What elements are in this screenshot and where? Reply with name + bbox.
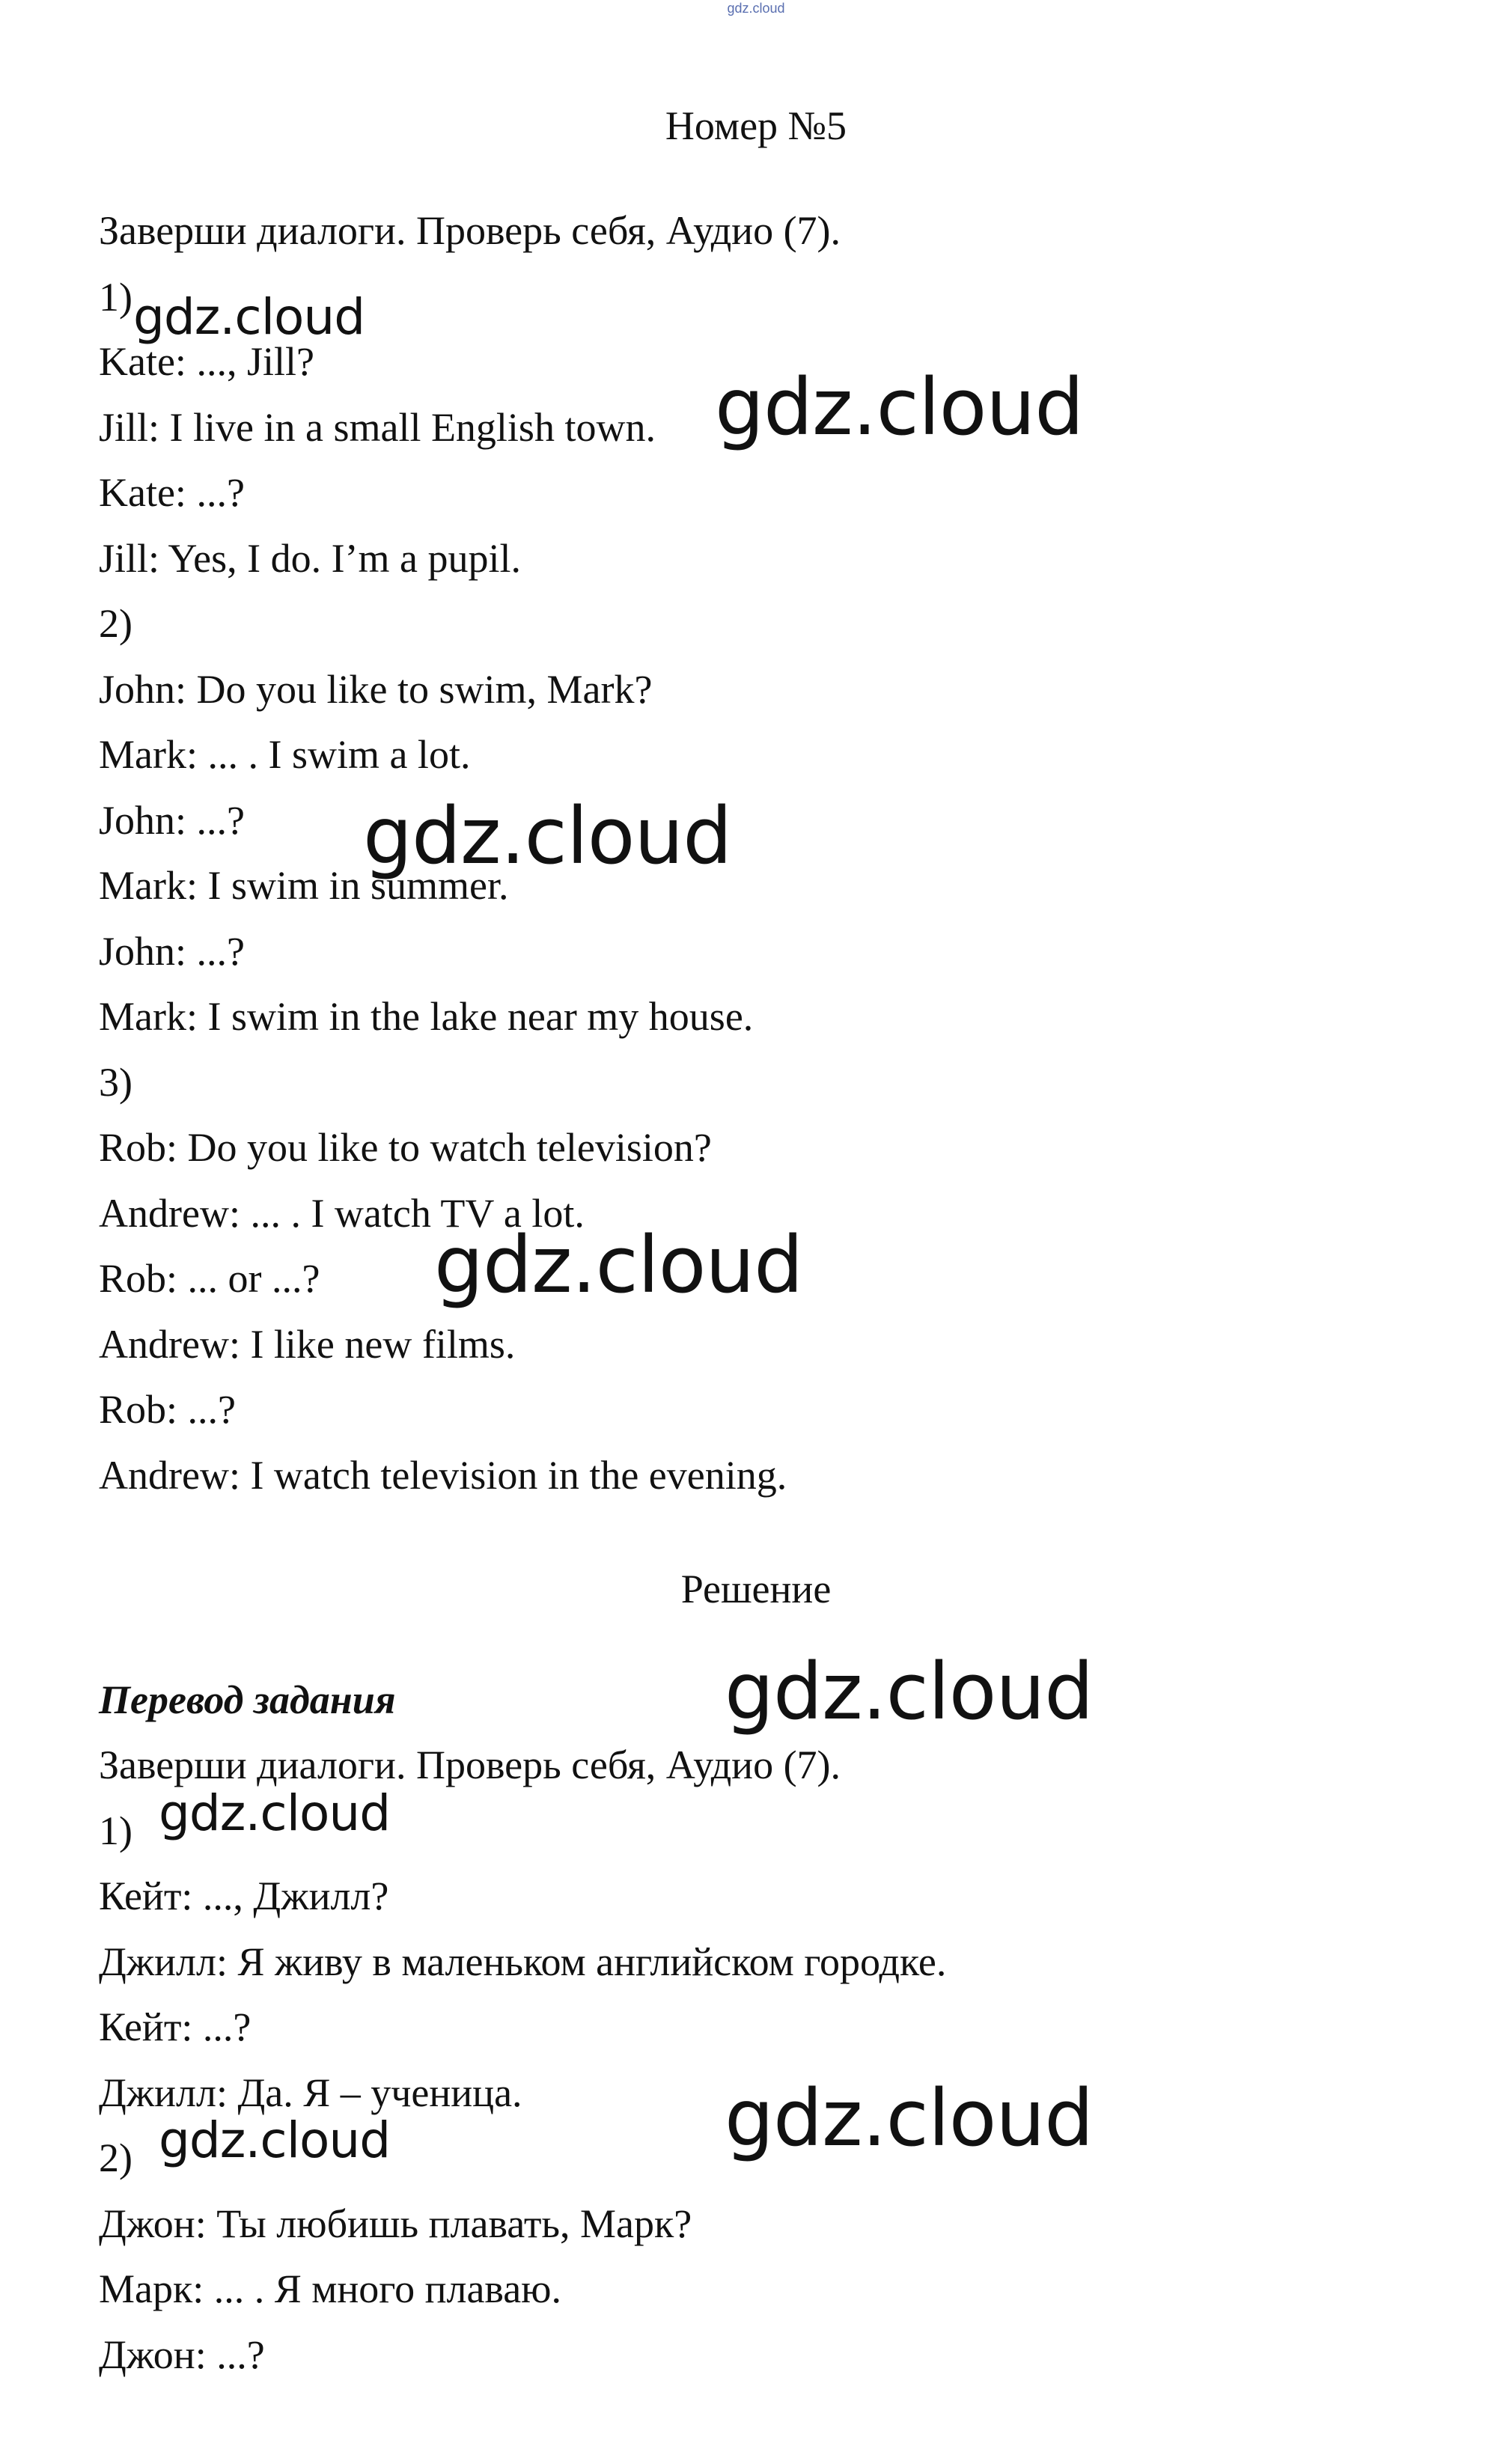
- watermark: gdz.cloud: [715, 362, 1084, 453]
- dialogue-line: Kate: ...?: [99, 470, 245, 515]
- dialogue-line: Andrew: I like new films.: [99, 1322, 516, 1367]
- dialogue-line: Кейт: ..., Джилл?: [99, 1873, 389, 1918]
- dialogue-line: Rob: ... or ...?: [99, 1256, 320, 1301]
- watermark: gdz.cloud: [159, 1784, 391, 1842]
- dialogue-number: 1): [99, 1808, 132, 1853]
- dialogue-line: Джон: ...?: [99, 2332, 265, 2377]
- dialogue-number: 2): [99, 2135, 132, 2180]
- dialogue-line: Mark: ... . I swim a lot.: [99, 732, 471, 777]
- dialogue-line: Andrew: I watch television in the evening.: [99, 1453, 787, 1498]
- dialogue-line: John: Do you like to swim, Mark?: [99, 667, 653, 712]
- page-title: Номер №5: [665, 103, 847, 148]
- dialogue-line: Jill: I live in a small English town.: [99, 405, 656, 450]
- dialogue-line: Марк: ... . Я много плаваю.: [99, 2266, 562, 2311]
- dialogue-line: Кейт: ...?: [99, 2004, 252, 2049]
- dialogue-line: Mark: I swim in the lake near my house.: [99, 994, 754, 1039]
- watermark: gdz.cloud: [725, 1646, 1094, 1737]
- dialogue-line: Andrew: ... . I watch TV a lot.: [99, 1191, 585, 1236]
- dialogue-line: Джон: Ты любишь плавать, Марк?: [99, 2201, 692, 2246]
- watermark: gdz.cloud: [434, 1219, 803, 1311]
- dialogue-line: Rob: Do you like to watch television?: [99, 1125, 712, 1170]
- watermark: gdz.cloud: [363, 790, 732, 882]
- dialogue-line: John: ...?: [99, 929, 245, 974]
- dialogue-line: Rob: ...?: [99, 1387, 236, 1432]
- dialogue-number: 1): [99, 275, 132, 320]
- translation-heading: Перевод задания: [99, 1677, 396, 1722]
- task-instruction: Заверши диалоги. Проверь себя, Аудио (7).: [99, 208, 841, 253]
- dialogue-number: 2): [99, 601, 132, 646]
- watermark: gdz.cloud: [159, 2111, 391, 2169]
- solution-title: Решение: [680, 1567, 832, 1611]
- dialogue-line: Mark: I swim in summer.: [99, 863, 509, 908]
- dialogue-number: 3): [99, 1060, 132, 1105]
- dialogue-line: Kate: ..., Jill?: [99, 339, 314, 384]
- dialogue-line: John: ...?: [99, 798, 245, 843]
- dialogue-line: Джилл: Да. Я – ученица.: [99, 2070, 522, 2115]
- dialogue-line: Джилл: Я живу в маленьком английском городке.: [99, 1939, 947, 1984]
- dialogue-line: Jill: Yes, I do. I’m a pupil.: [99, 536, 522, 581]
- solution-instruction: Заверши диалоги. Проверь себя, Аудио (7).: [99, 1742, 841, 1787]
- watermark: gdz.cloud: [133, 288, 365, 346]
- top-watermark: gdz.cloud: [727, 1, 785, 16]
- watermark: gdz.cloud: [725, 2073, 1094, 2164]
